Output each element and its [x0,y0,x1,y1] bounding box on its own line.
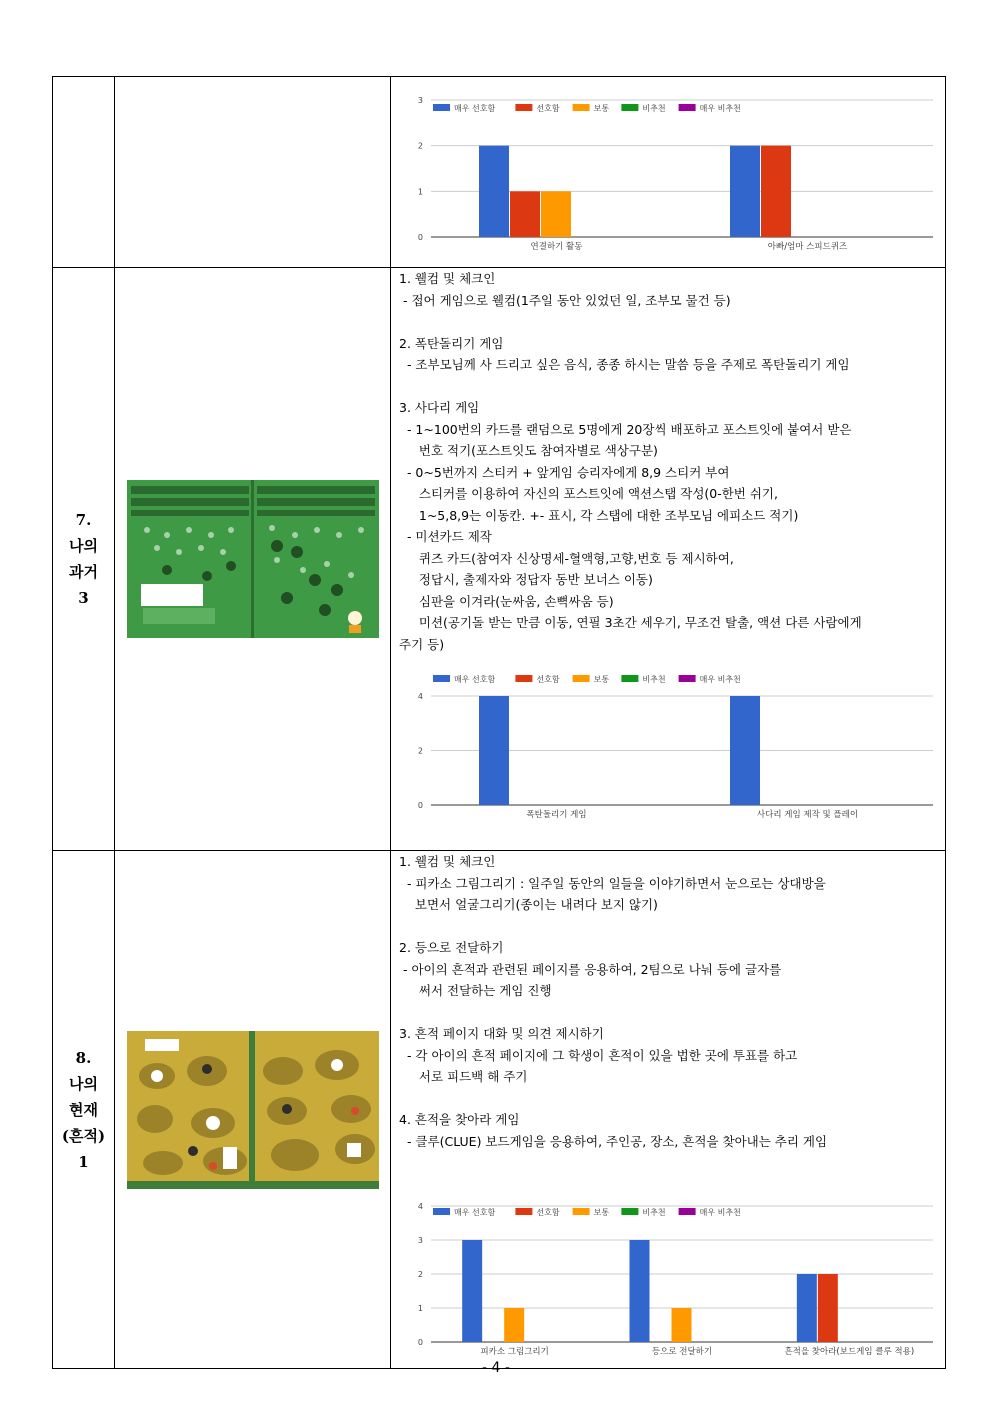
bar [672,1308,692,1342]
legend-swatch [573,675,590,682]
y-tick-label: 4 [417,692,423,701]
description-line [399,1088,939,1110]
chart-cell [391,77,946,268]
bar [761,146,791,237]
page-number: - 4 - [482,1360,510,1376]
description-line: - 조부모님께 사 드리고 싶은 음식, 종종 하시는 말씀 등을 주제로 폭탄돌리기 게임 [399,357,850,372]
legend-label: 선호함 [536,1208,560,1217]
description-line: - 미션카드 제작 [399,529,492,544]
legend-swatch [433,1208,450,1215]
description-line: 스티커를 이용하여 자신의 포스트잇에 액션스탭 작성(0-한번 쉬기, [399,486,778,501]
legend-label: 매우 선호함 [454,104,496,113]
description-line: - 접어 게임으로 웰컴(1주일 동안 있었던 일, 조부모 물건 등) [399,292,731,308]
legend-label: 매우 비추천 [699,104,741,113]
legend-swatch [433,675,450,682]
legend-label: 비추천 [642,104,666,113]
description-line: 2. 폭탄돌리기 게임 [399,335,504,351]
y-tick-label: 4 [417,1202,423,1211]
legend-swatch [515,1208,532,1215]
description-line: 주기 등) [399,636,445,652]
session-title-line: 3 [78,589,89,607]
bar [504,1308,524,1342]
description-line: 서로 피드백 해 주기 [399,1069,528,1084]
description-line: 심판을 이겨라(눈싸움, 손뼉싸움 등) [399,593,614,609]
y-tick-label: 1 [417,187,423,197]
description-line: 2. 등으로 전달하기 [399,940,504,955]
bar [479,696,509,805]
description-line: 정답시, 출제자와 정답자 동반 보너스 이동) [399,572,653,587]
legend-swatch [679,1208,696,1215]
description-line: 써서 전달하는 게임 진행 [399,983,552,998]
legend-label: 선호함 [536,104,560,113]
bar [541,191,571,237]
bar [797,1274,817,1342]
illustration-cell [115,268,391,851]
legend-swatch [621,675,638,682]
legend-label: 매우 선호함 [454,1208,496,1217]
description-line: - 1~100번의 카드를 랜덤으로 5명에게 20장씩 배포하고 포스트잇에 붙여서 받은 [399,421,852,437]
description-line: 미션(공기돌 받는 만큼 이동, 연필 3초간 세우기, 무조건 탈출, 액션 다른 사람에게 [399,615,862,630]
legend-swatch [679,104,696,111]
legend-swatch [621,1208,638,1215]
bar [462,1240,482,1342]
x-tick-label: 흔적을 찾아라(보드게임 클루 적용) [784,1347,915,1357]
y-tick-label: 3 [417,1236,423,1245]
description-line [399,1002,939,1024]
legend-swatch [679,675,696,682]
description-line: 퀴즈 카드(참여자 신상명세-혈액형,고향,번호 등 제시하여, [399,550,734,566]
legend-label: 매우 비추천 [699,1208,741,1217]
activity-table [52,76,946,1369]
session-title-line: 나의 [69,537,98,555]
legend-label: 비추천 [642,1208,666,1217]
description-line: - 0~5번까지 스티커 + 앞게임 승리자에게 8,9 스티커 부여 [399,464,730,480]
session-title-line: 현재 [69,1100,98,1119]
picture-book-yellow-illustration [127,1031,379,1189]
bar [479,146,509,237]
bar [630,1240,650,1342]
description-line: - 피카소 그림그리기 : 일주일 동안의 일들을 이야기하면서 눈으로는 상대방을 [399,875,826,891]
y-tick-label: 1 [417,1304,423,1313]
session-number: 7. [75,511,92,529]
table-row [53,77,946,268]
y-tick-label: 2 [417,746,423,756]
y-tick-label: 0 [417,1338,423,1347]
y-tick-label: 2 [417,1270,423,1279]
description-line: 4. 흔적을 찾아라 게임 [399,1112,520,1127]
legend-label: 보통 [593,675,610,684]
x-tick-label: 연결하기 활동 [530,242,583,252]
y-tick-label: 0 [417,233,423,242]
x-tick-label: 등으로 전달하기 [651,1347,713,1357]
legend-swatch [573,1208,590,1215]
session-label-cell [53,77,115,268]
description-line: 1~5,8,9는 이동칸. +- 표시, 각 스탭에 대한 조부모님 에피소드 적기) [399,507,799,523]
x-tick-label: 폭탄돌리기 게임 [526,810,587,820]
session-label-cell [53,851,115,1369]
legend-swatch [621,104,638,111]
bar [510,191,540,237]
preference-bar-chart [391,670,936,850]
activity-description-cell [391,268,946,851]
description-line [399,376,939,398]
session-number: 8. [75,1048,92,1067]
legend-label: 비추천 [642,675,666,684]
activity-description [399,851,939,1152]
description-line [399,311,939,333]
illustration-cell [115,77,391,268]
session-title-line: 과거 [69,563,98,581]
legend-swatch [515,104,532,111]
legend-label: 매우 비추천 [699,675,741,684]
legend-label: 선호함 [536,675,560,684]
description-line: 1. 웰컴 및 체크인 [399,271,496,286]
table-row [53,851,946,1369]
table-row [53,268,946,851]
y-tick-label: 3 [417,96,423,105]
y-tick-label: 2 [417,141,423,151]
description-line [399,916,939,938]
bar [730,146,760,237]
legend-swatch [433,104,450,111]
session-title-line: 나의 [69,1074,98,1093]
description-line: 1. 웰컴 및 체크인 [399,854,496,869]
x-tick-label: 아빠/엄마 스피드퀴즈 [767,242,848,252]
preference-bar-chart [391,1198,936,1368]
description-line: - 클루(CLUE) 보드게임을 응용하여, 주인공, 장소, 흔적을 찾아내는 추리 게임 [399,1133,828,1149]
description-line: 3. 흔적 페이지 대화 및 의견 제시하기 [399,1026,604,1041]
bar [818,1274,838,1342]
legend-swatch [515,675,532,682]
legend-label: 보통 [593,1208,610,1217]
session-title-line: 1 [78,1152,89,1171]
description-line: - 각 아이의 흔적 페이지에 그 학생이 흔적이 있을 법한 곳에 투표를 하고 [399,1047,798,1063]
picture-book-green-illustration [127,480,379,638]
description-line: 3. 사다리 게임 [399,400,480,415]
description-line: - 아이의 흔적과 관련된 페이지를 응용하여, 2팀으로 나눠 등에 글자를 [399,961,782,977]
session-label-cell [53,268,115,851]
description-line: 번호 적기(포스트잇도 참여자별로 색상구분) [399,443,658,458]
legend-swatch [573,104,590,111]
legend-label: 보통 [593,104,610,113]
legend-label: 매우 선호함 [454,675,496,684]
x-tick-label: 사다리 게임 제작 및 플레이 [756,810,859,820]
preference-bar-chart [391,77,945,267]
activity-description [399,268,939,655]
x-tick-label: 피카소 그림그리기 [480,1347,549,1357]
description-line: 보면서 얼굴그리기(종이는 내려다 보지 않기) [399,897,658,912]
session-title-line: (흔적) [61,1126,106,1145]
activity-description-cell [391,851,946,1369]
bar [730,696,760,805]
y-tick-label: 0 [417,801,423,810]
illustration-cell [115,851,391,1369]
